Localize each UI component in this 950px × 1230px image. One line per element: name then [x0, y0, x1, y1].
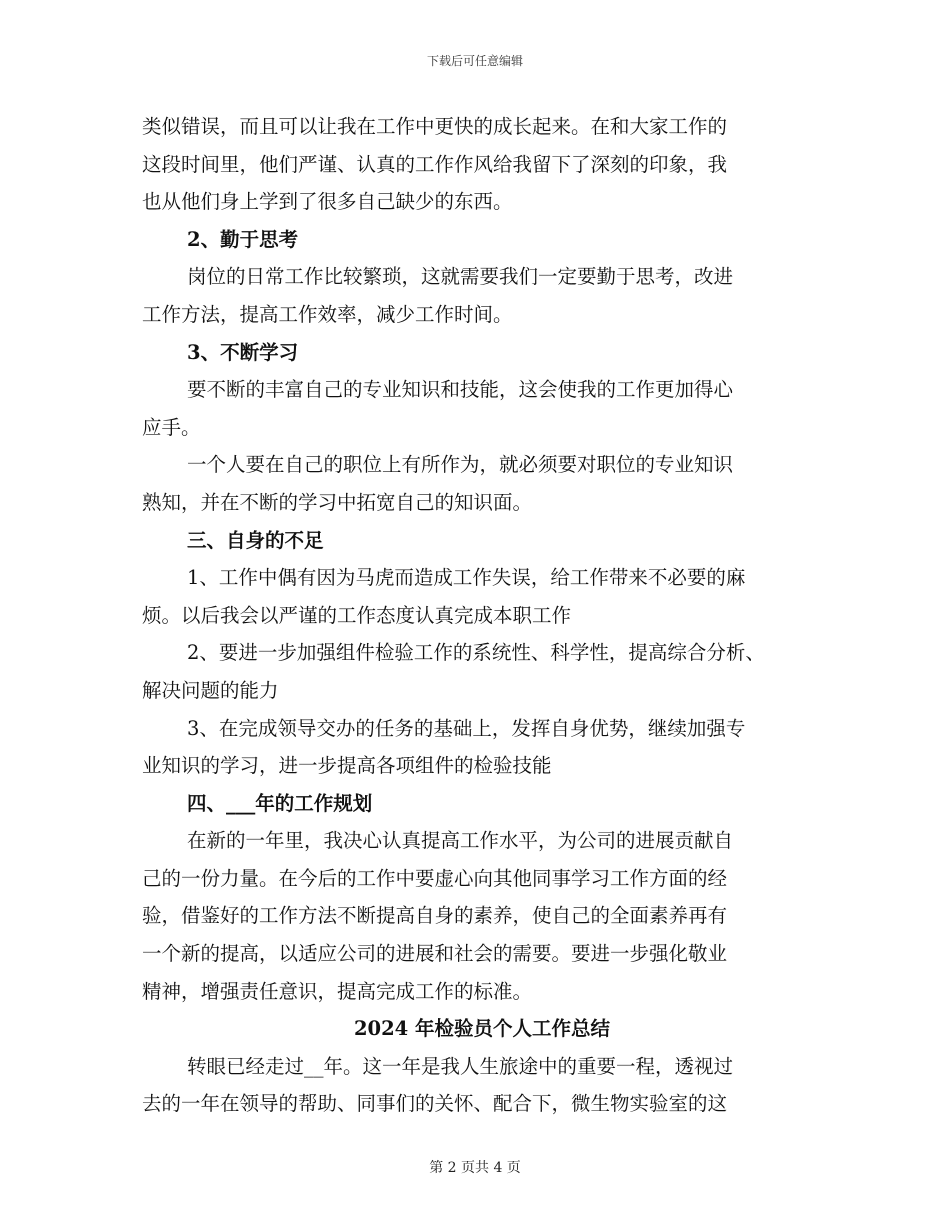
- text-line: 要不断的丰富自己的专业知识和技能，这会使我的工作更加得心: [187, 378, 734, 402]
- text-line: 工作方法，提高工作效率，减少工作时间。: [142, 302, 513, 326]
- text-line: 一个新的提高，以适应公司的进展和社会的需要。要进一步强化敬业: [142, 942, 728, 966]
- text-line: 精神，增强责任意识，提高完成工作的标准。: [142, 979, 533, 1003]
- text-line: 在新的一年里，我决心认真提高工作水平，为公司的进展贡献自: [187, 829, 734, 853]
- text-line: 2、要进一步加强组件检验工作的系统性、科学性，提高综合分析、: [187, 641, 765, 665]
- document-title: 2024 年检验员个人工作总结: [353, 1017, 611, 1041]
- text-line: 岗位的日常工作比较繁琐，这就需要我们一定要勤于思考，改进: [187, 265, 734, 289]
- text-line: 类似错误，而且可以让我在工作中更快的成长起来。在和大家工作的: [142, 115, 728, 138]
- text-line: 转眼已经走过__年。这一年是我人生旅途中的重要一程，透视过: [187, 1054, 734, 1078]
- page-footer: 第 2 页共 4 页: [429, 1160, 521, 1176]
- section-heading: 四、___年的工作规划: [187, 791, 373, 815]
- text-line: 熟知，并在不断的学习中拓宽自己的知识面。: [142, 490, 533, 514]
- text-line: 业知识的学习，进一步提高各项组件的检验技能: [142, 754, 552, 778]
- text-line: 这段时间里，他们严谨、认真的工作作风给我留下了深刻的印象，我: [142, 152, 728, 176]
- text-line: 己的一份力量。在今后的工作中要虚心向其他同事学习工作方面的经: [142, 866, 728, 890]
- document-body: [142, 108, 822, 1123]
- text-line: 也从他们身上学到了很多自己缺少的东西。: [142, 190, 513, 214]
- text-line: 3、在完成领导交办的任务的基础上，发挥自身优势，继续加强专: [187, 716, 746, 740]
- text-line: 烦。以后我会以严谨的工作态度认真完成本职工作: [142, 603, 572, 627]
- section-heading: 2、勤于思考: [187, 227, 299, 251]
- text-line: 应手。: [142, 415, 201, 439]
- text-line: 验，借鉴好的工作方法不断提高自身的素养，使自己的全面素养再有: [142, 904, 728, 928]
- text-line: 解决问题的能力: [142, 678, 279, 702]
- section-heading: 三、自身的不足: [187, 528, 324, 552]
- page-header: 下载后可任意编辑: [426, 54, 523, 68]
- text-line: 一个人要在自己的职位上有所作为，就必须要对职位的专业知识: [187, 453, 734, 477]
- section-heading: 3、不断学习: [187, 340, 299, 364]
- text-line: 去的一年在领导的帮助、同事们的关怀、配合下，微生物实验室的这: [142, 1092, 728, 1116]
- text-line: 1、工作中偶有因为马虎而造成工作失误，给工作带来不必要的麻: [187, 566, 746, 590]
